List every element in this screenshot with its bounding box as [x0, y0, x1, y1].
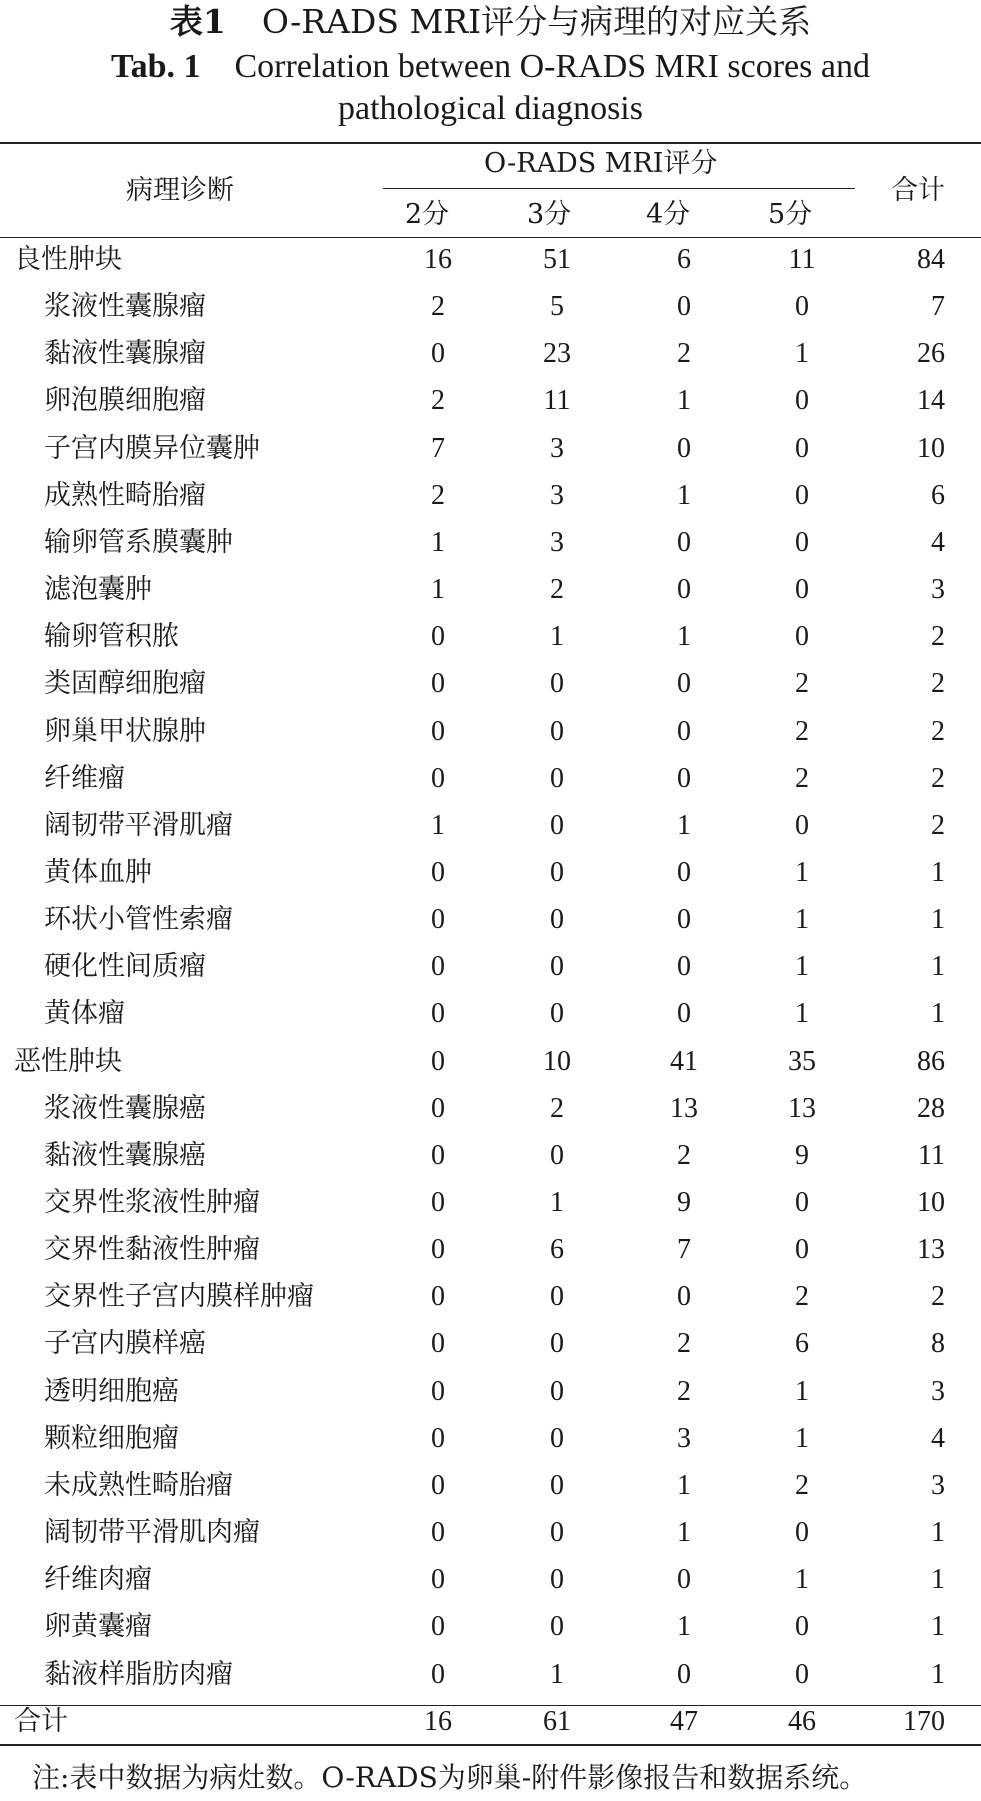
cell-score-3: 0 — [550, 1517, 564, 1549]
cell-score-2: 0 — [431, 1611, 445, 1643]
cell-score-3: 0 — [550, 856, 564, 888]
row-label: 恶性肿块 — [14, 1045, 122, 1077]
cell-score-4: 41 — [670, 1045, 698, 1077]
cell-score-4: 7 — [677, 1234, 691, 1266]
cell-score-4: 2 — [677, 1139, 691, 1171]
cell-total: 1 — [931, 1611, 945, 1643]
cell-score-2: 0 — [431, 1139, 445, 1171]
cell-score-5: 35 — [788, 1045, 816, 1077]
cell-score-2: 0 — [431, 856, 445, 888]
cell-score-2: 0 — [431, 668, 445, 700]
cell-score-4: 2 — [677, 1375, 691, 1407]
row-label: 良性肿块 — [14, 244, 122, 275]
cell-score-3: 0 — [550, 715, 564, 747]
cell-score-4: 9 — [677, 1187, 691, 1218]
table-row — [0, 330, 981, 377]
cell-total: 26 — [917, 338, 945, 370]
row-label: 卵巢甲状腺肿 — [44, 715, 206, 747]
row-label: 阔韧带平滑肌肉瘤 — [44, 1517, 260, 1549]
table-top-rule — [0, 142, 981, 144]
cell-score-4: 1 — [677, 621, 691, 653]
table-row — [0, 849, 981, 896]
cell-score-2: 1 — [431, 574, 445, 606]
cell-score-2: 0 — [431, 1422, 445, 1454]
row-label: 纤维瘤 — [44, 762, 125, 794]
cell-score-3: 3 — [550, 432, 564, 464]
cell-total: 1 — [931, 1564, 945, 1596]
cell-score-5: 1 — [795, 904, 809, 936]
table-row — [0, 1179, 981, 1226]
cell-score-3: 0 — [550, 809, 564, 841]
cell-total: 14 — [917, 385, 945, 417]
table-row — [0, 1085, 981, 1132]
cell-total: 1 — [931, 904, 945, 936]
cell-total: 2 — [931, 809, 945, 841]
cell-score-4: 1 — [677, 385, 691, 417]
table-row — [0, 377, 981, 424]
row-label: 黄体血肿 — [44, 856, 152, 888]
cell-score-2: 2 — [431, 291, 445, 323]
table-row — [0, 755, 981, 802]
cell-score-2: 0 — [431, 1564, 445, 1596]
row-label: 阔韧带平滑肌瘤 — [44, 809, 233, 841]
table-row — [0, 519, 981, 566]
row-label: 浆液性囊腺癌 — [44, 1092, 206, 1124]
cell-score-3: 23 — [543, 338, 571, 370]
cell-score-5: 1 — [795, 338, 809, 370]
cell-score-3: 1 — [550, 1187, 564, 1218]
cell-score-3: 0 — [550, 998, 564, 1030]
cell-score-4: 0 — [677, 574, 691, 606]
cell-score-5: 0 — [795, 1187, 809, 1218]
cell-score-5: 0 — [795, 574, 809, 606]
cell-score-3: 10 — [543, 1045, 571, 1077]
cell-score-2: 0 — [431, 338, 445, 370]
caption-cn-title: O-RADS MRI评分与病理的对应关系 — [261, 2, 812, 41]
cell-score-3: 0 — [550, 762, 564, 794]
cell-total: 1 — [931, 856, 945, 888]
table-row — [0, 1368, 981, 1415]
cell-score-2: 0 — [431, 762, 445, 794]
cell-score-5: 6 — [795, 1328, 809, 1360]
category-row — [0, 1038, 981, 1085]
cell-score-3: 0 — [550, 1139, 564, 1171]
cell-score-3: 3 — [550, 526, 564, 558]
cell-score-4: 0 — [677, 432, 691, 464]
cell-total: 10 — [917, 1187, 945, 1218]
cell-score-2: 1 — [431, 809, 445, 841]
cell-score-2: 0 — [431, 621, 445, 653]
table-row — [0, 896, 981, 943]
cell-score-3: 0 — [550, 1564, 564, 1596]
cell-score-2: 0 — [431, 904, 445, 936]
table-row — [0, 708, 981, 755]
cell-total: 1 — [931, 998, 945, 1030]
cell-score-5: 0 — [795, 526, 809, 558]
cell-score-4: 0 — [677, 762, 691, 794]
table-row — [0, 802, 981, 849]
cell-total: 84 — [917, 244, 945, 275]
cell-score-5: 0 — [795, 809, 809, 841]
cell-score-4: 2 — [677, 1328, 691, 1360]
cell-total: 28 — [917, 1092, 945, 1124]
cell-score-2: 0 — [431, 998, 445, 1030]
cell-total: 4 — [931, 526, 945, 558]
table-footnote: 注:表中数据为病灶数。O-RADS为卵巢-附件影像报告和数据系统。 — [32, 1761, 868, 1794]
cell-score-4: 1 — [677, 809, 691, 841]
cell-total: 2 — [931, 668, 945, 700]
row-label: 交界性黏液性肿瘤 — [44, 1234, 260, 1266]
cell-total: 6 — [931, 479, 945, 511]
row-label: 纤维肉瘤 — [44, 1564, 152, 1596]
cell-score-5: 0 — [795, 479, 809, 511]
table-row — [0, 1509, 981, 1556]
cell-score-5: 0 — [795, 1658, 809, 1690]
cell-total: 3 — [931, 1469, 945, 1501]
table-row — [0, 566, 981, 613]
cell-score-5: 1 — [795, 1564, 809, 1596]
cell-score-3: 1 — [550, 1658, 564, 1690]
cell-score-3: 0 — [550, 668, 564, 700]
cell-score-4: 6 — [677, 244, 691, 275]
cell-score-3: 0 — [550, 1281, 564, 1313]
row-label: 滤泡囊肿 — [44, 574, 152, 606]
cell-score-4: 0 — [677, 856, 691, 888]
cell-total: 1 — [931, 1517, 945, 1549]
cell-score-4: 0 — [677, 1564, 691, 1596]
cell-score-2: 0 — [431, 1469, 445, 1501]
cell-total: 8 — [931, 1328, 945, 1360]
table-row — [0, 613, 981, 660]
cell-score-5: 13 — [788, 1092, 816, 1124]
cell-score-5: 9 — [795, 1139, 809, 1171]
cell-score-5: 1 — [795, 998, 809, 1030]
cell-score-2: 0 — [431, 1187, 445, 1218]
table-row — [0, 1132, 981, 1179]
cell-score-5: 0 — [795, 1234, 809, 1266]
cell-score-4: 13 — [670, 1092, 698, 1124]
table-row — [0, 472, 981, 519]
cell-score-2: 0 — [431, 1375, 445, 1407]
cell-score-2: 2 — [431, 385, 445, 417]
header-score-3: 3分 — [527, 199, 572, 230]
cell-score-2: 0 — [431, 1328, 445, 1360]
cell-score-3: 5 — [550, 291, 564, 323]
row-label: 黄体瘤 — [44, 998, 125, 1030]
cell-score-4: 1 — [677, 479, 691, 511]
cell-total: 10 — [917, 432, 945, 464]
row-label: 交界性浆液性肿瘤 — [44, 1187, 260, 1218]
cell-score-3: 3 — [550, 479, 564, 511]
cell-score-3: 0 — [550, 1375, 564, 1407]
row-label: 子宫内膜样癌 — [44, 1328, 206, 1360]
row-label: 颗粒细胞瘤 — [44, 1422, 179, 1454]
table-row — [0, 1556, 981, 1603]
cell-score-2: 2 — [431, 479, 445, 511]
cell-score-3: 0 — [550, 904, 564, 936]
cell-score-2: 0 — [431, 1281, 445, 1313]
cell-total: 11 — [918, 1139, 945, 1171]
cell-score-4: 0 — [677, 526, 691, 558]
row-label: 未成熟性畸胎瘤 — [44, 1469, 233, 1501]
caption-cn-label: 表1 — [169, 2, 226, 41]
table-row — [0, 660, 981, 707]
cell-score-4: 1 — [677, 1611, 691, 1643]
header-score-5: 5分 — [768, 199, 813, 230]
cell-score-3: 0 — [550, 951, 564, 983]
cell-score-3: 6 — [550, 1234, 564, 1266]
row-label: 卵泡膜细胞瘤 — [44, 385, 206, 417]
row-label: 输卵管积脓 — [44, 621, 179, 653]
cell-score-5: 0 — [795, 432, 809, 464]
cell-score-2: 16 — [424, 1705, 452, 1737]
cell-score-5: 0 — [795, 1611, 809, 1643]
cell-total: 2 — [931, 621, 945, 653]
cell-score-3: 0 — [550, 1422, 564, 1454]
cell-score-3: 0 — [550, 1328, 564, 1360]
table-row — [0, 943, 981, 990]
table-row — [0, 283, 981, 330]
cell-score-4: 0 — [677, 951, 691, 983]
cell-score-2: 16 — [424, 244, 452, 275]
cell-score-4: 0 — [677, 715, 691, 747]
cell-score-4: 0 — [677, 904, 691, 936]
table-caption-en — [40, 46, 941, 130]
cell-score-5: 1 — [795, 1422, 809, 1454]
row-label: 合计 — [14, 1705, 68, 1737]
row-label: 硬化性间质瘤 — [44, 951, 206, 983]
cell-score-2: 0 — [431, 1234, 445, 1266]
cell-score-5: 2 — [795, 715, 809, 747]
table-row — [0, 1603, 981, 1650]
cell-score-4: 0 — [677, 668, 691, 700]
cell-score-4: 0 — [677, 291, 691, 323]
cell-total: 13 — [917, 1234, 945, 1266]
cell-score-2: 7 — [431, 432, 445, 464]
table-row — [0, 1651, 981, 1698]
row-label: 卵黄囊瘤 — [44, 1611, 152, 1643]
cell-score-3: 2 — [550, 1092, 564, 1124]
row-label: 黏液性囊腺癌 — [44, 1139, 206, 1171]
cell-score-5: 0 — [795, 1517, 809, 1549]
cell-score-2: 1 — [431, 526, 445, 558]
cell-score-3: 51 — [543, 244, 571, 275]
cell-score-5: 2 — [795, 762, 809, 794]
cell-score-5: 1 — [795, 856, 809, 888]
cell-total: 3 — [931, 574, 945, 606]
cell-total: 3 — [931, 1375, 945, 1407]
cell-score-5: 0 — [795, 621, 809, 653]
cell-score-4: 47 — [670, 1705, 698, 1737]
row-label: 类固醇细胞瘤 — [44, 668, 206, 700]
cell-total: 1 — [931, 951, 945, 983]
cell-score-5: 1 — [795, 951, 809, 983]
cell-score-3: 61 — [543, 1705, 571, 1737]
cell-score-4: 3 — [677, 1422, 691, 1454]
cell-total: 1 — [931, 1658, 945, 1690]
cell-total: 2 — [931, 762, 945, 794]
cell-score-5: 0 — [795, 291, 809, 323]
cell-score-5: 2 — [795, 1281, 809, 1313]
cell-score-2: 0 — [431, 1658, 445, 1690]
table-caption-cn — [0, 2, 981, 42]
cell-score-4: 0 — [677, 998, 691, 1030]
cell-score-3: 2 — [550, 574, 564, 606]
table-row — [0, 1462, 981, 1509]
cell-score-3: 11 — [543, 385, 571, 417]
row-label: 透明细胞癌 — [44, 1375, 179, 1407]
cell-score-3: 0 — [550, 1469, 564, 1501]
cell-score-4: 0 — [677, 1281, 691, 1313]
cell-score-2: 0 — [431, 1517, 445, 1549]
cell-score-5: 0 — [795, 385, 809, 417]
row-label: 浆液性囊腺瘤 — [44, 291, 206, 323]
cell-score-5: 46 — [788, 1705, 816, 1737]
cell-score-4: 0 — [677, 1658, 691, 1690]
category-row — [0, 236, 981, 283]
table-row — [0, 1273, 981, 1320]
score-group-rule — [383, 188, 855, 189]
table-row — [0, 1226, 981, 1273]
cell-score-4: 1 — [677, 1469, 691, 1501]
row-label: 黏液性囊腺瘤 — [44, 338, 206, 370]
cell-score-2: 0 — [431, 1092, 445, 1124]
cell-score-2: 0 — [431, 1045, 445, 1077]
row-label: 子宫内膜异位囊肿 — [44, 432, 260, 464]
cell-score-2: 0 — [431, 951, 445, 983]
table-row — [0, 990, 981, 1037]
table-row — [0, 1415, 981, 1462]
cell-total: 4 — [931, 1422, 945, 1454]
table-row — [0, 1320, 981, 1367]
row-label: 环状小管性索瘤 — [44, 904, 233, 936]
table-row — [0, 425, 981, 472]
cell-score-4: 1 — [677, 1517, 691, 1549]
header-total: 合计 — [891, 175, 945, 206]
header-score-2: 2分 — [405, 199, 450, 230]
caption-en-title: Correlation between O-RADS MRI scores and pathological diagnosis — [234, 48, 870, 127]
cell-score-5: 2 — [795, 668, 809, 700]
cell-score-4: 2 — [677, 338, 691, 370]
total-row — [0, 1698, 981, 1745]
header-score-group: O-RADS MRI评分 — [484, 148, 718, 179]
cell-score-3: 0 — [550, 1611, 564, 1643]
cell-total: 86 — [917, 1045, 945, 1077]
row-label: 成熟性畸胎瘤 — [44, 479, 206, 511]
header-score-4: 4分 — [646, 199, 691, 230]
cell-score-2: 0 — [431, 715, 445, 747]
row-label: 黏液样脂肪肉瘤 — [44, 1658, 233, 1690]
header-diagnosis: 病理诊断 — [126, 175, 234, 206]
cell-total: 2 — [931, 1281, 945, 1313]
cell-total: 170 — [903, 1705, 945, 1737]
cell-total: 2 — [931, 715, 945, 747]
cell-score-5: 11 — [788, 244, 816, 275]
cell-score-3: 1 — [550, 621, 564, 653]
cell-total: 7 — [931, 291, 945, 323]
cell-score-5: 2 — [795, 1469, 809, 1501]
caption-en-label: Tab. 1 — [111, 48, 201, 85]
row-label: 交界性子宫内膜样肿瘤 — [44, 1281, 314, 1313]
cell-score-5: 1 — [795, 1375, 809, 1407]
row-label: 输卵管系膜囊肿 — [44, 526, 233, 558]
